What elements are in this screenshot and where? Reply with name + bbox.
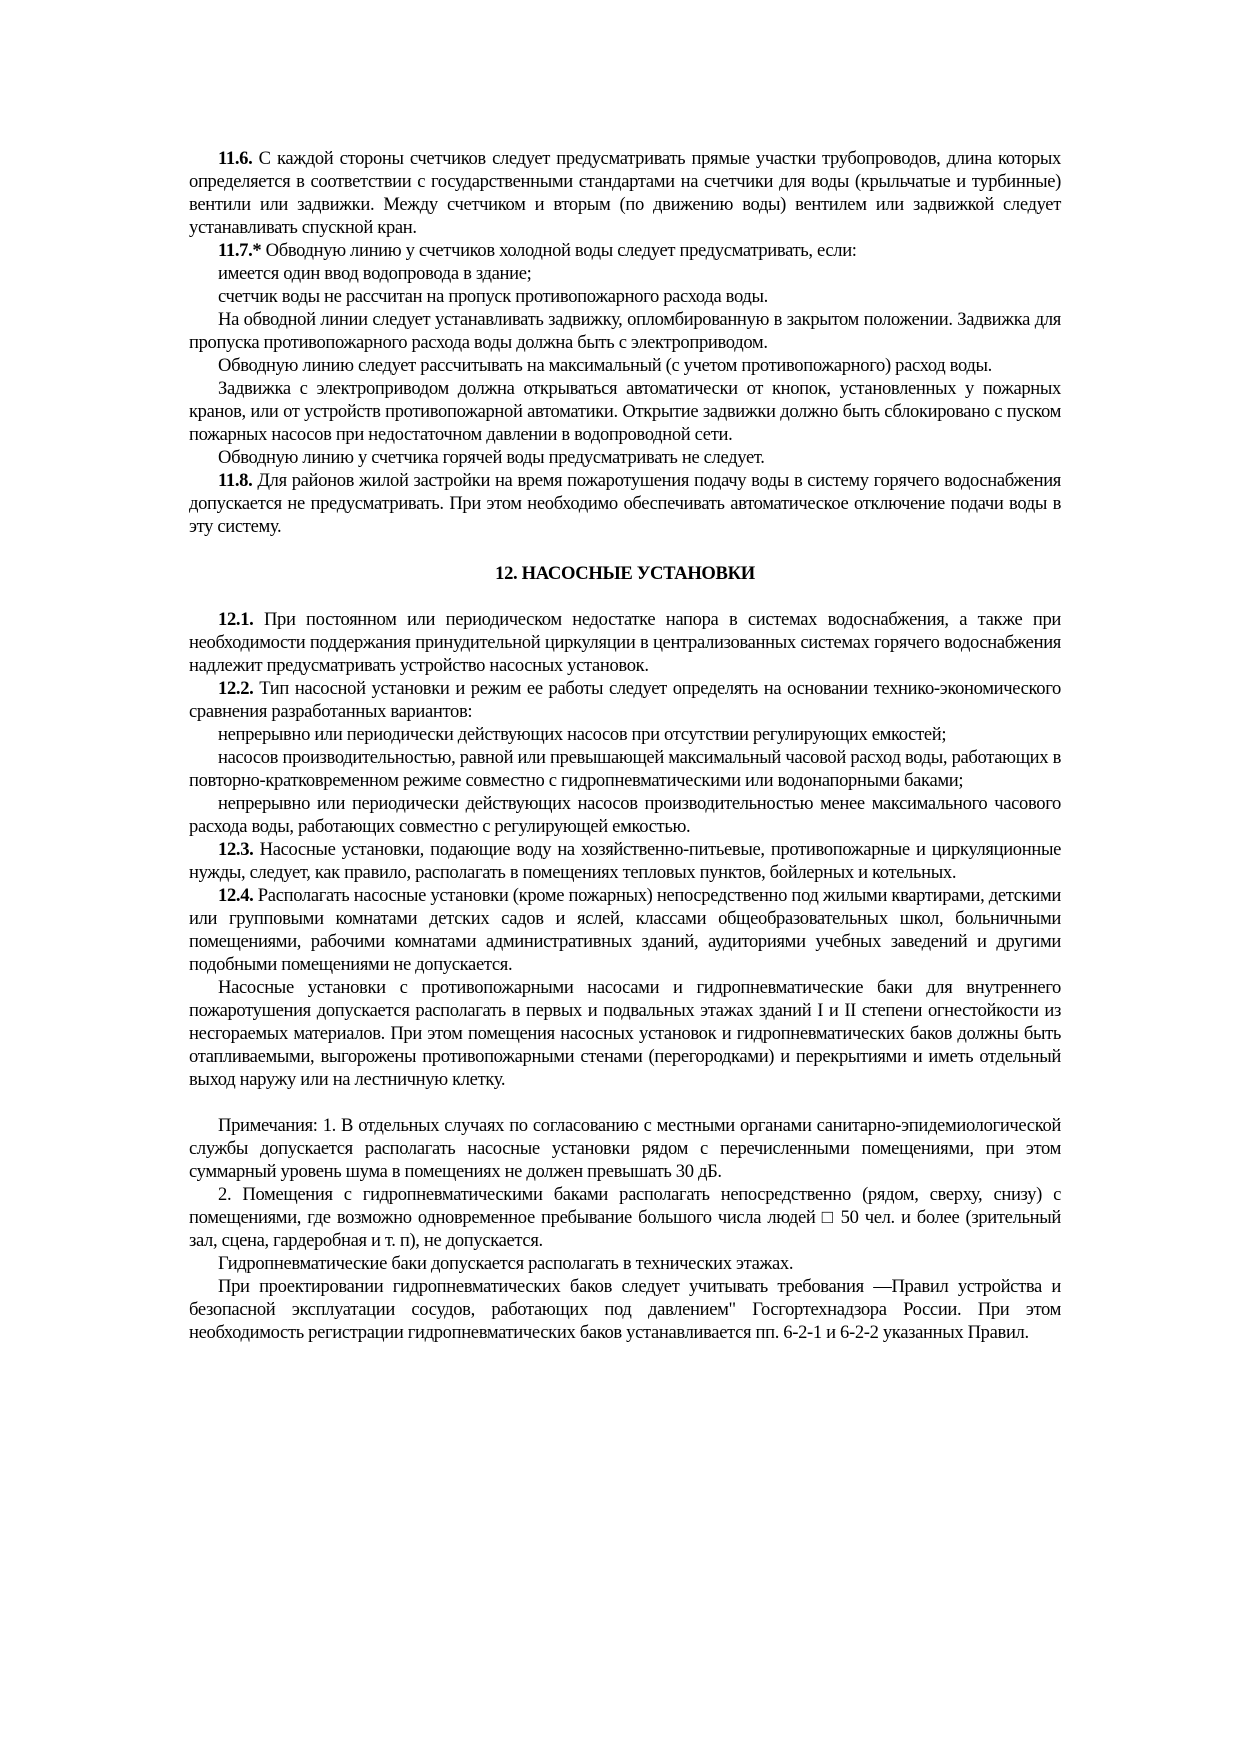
paragraph bbox=[189, 976, 1061, 1091]
paragraph-text: Для районов жилой застройки на время пожаротушения подачу воды в систему горячего водоснабжения допускается не предусматривать. При этом необходимо обеспечивать автоматическое отключение подачи воды в эту систему. bbox=[189, 470, 1061, 537]
paragraph-text: Располагать насосные установки (кроме пожарных) непосредственно под жилыми квартирами, детскими или групповыми комнатами детских садов и яслей, классами общеобразовательных школ, больничными помещениями, рабочими комнатами административных зданий, аудиториями учебных заведений и другими подобными помещениями не допускается. bbox=[189, 885, 1061, 975]
clause-number: 11.8. bbox=[218, 470, 253, 491]
paragraph bbox=[189, 377, 1061, 446]
paragraph-12-3 bbox=[189, 838, 1061, 884]
paragraph bbox=[189, 308, 1061, 354]
paragraph-text: С каждой стороны счетчиков следует предусматривать прямые участки трубопроводов, длина которых определяется в соответствии с государственными стандартами на счетчики для воды (крыльчатые и турбинные) вентили или задвижки. Между счетчиком и вторым (по движению воды) вентилем или задвижкой следует устанавливать спускной кран. bbox=[189, 148, 1061, 238]
clause-number: 12.1. bbox=[218, 609, 254, 630]
section-heading: 12. НАСОСНЫЕ УСТАНОВКИ bbox=[495, 563, 755, 584]
paragraph-text: Обводную линию у счетчиков холодной воды следует предусматривать, если: bbox=[261, 240, 857, 261]
note-paragraph: 2. Помещения с гидропневматическими баками располагать непосредственно (рядом, сверху, снизу) с помещениями, где возможно одновременное пребывание большого числа людей □ 50 чел. и более (зрительный зал, сцена, гардеробная и т. п), не допускается. bbox=[189, 1184, 1061, 1251]
paragraph-11-8 bbox=[189, 469, 1061, 538]
note-paragraph: Гидропневматические баки допускается располагать в технических этажах. bbox=[218, 1253, 794, 1274]
document-page bbox=[189, 147, 1061, 1344]
paragraph-text: Обводную линию у счетчика горячей воды предусматривать не следует. bbox=[218, 447, 765, 468]
clause-number: 12.4. bbox=[218, 885, 254, 906]
note-paragraph: Примечания: 1. В отдельных случаях по согласованию с местными органами санитарно-эпидемиологической службы допускается располагать насосные установки рядом с перечисленными помещениями, при этом суммарный уровень шума в помещениях не должен превышать 30 дБ. bbox=[189, 1115, 1061, 1182]
paragraph-list-item bbox=[189, 285, 1061, 308]
spacer bbox=[189, 1091, 1061, 1114]
clause-number: 12.2. bbox=[218, 678, 254, 699]
section-12-body bbox=[189, 608, 1061, 1091]
paragraph-text: Задвижка с электроприводом должна открываться автоматически от кнопок, установленных у пожарных кранов, или от устройств противопожарной автоматики. Открытие задвижки должно быть сблокировано с пуском пожарных насосов при недостаточном давлении в водопроводной сети. bbox=[189, 378, 1061, 445]
section-11-body bbox=[189, 147, 1061, 538]
paragraph bbox=[189, 446, 1061, 469]
clause-number: 11.7.* bbox=[218, 240, 262, 261]
paragraph-text: счетчик воды не рассчитан на пропуск противопожарного расхода воды. bbox=[218, 286, 768, 307]
paragraph-text: Обводную линию следует рассчитывать на максимальный (с учетом противопожарного) расход воды. bbox=[218, 355, 992, 376]
paragraph-list-item bbox=[189, 723, 1061, 746]
paragraph-text: имеется один ввод водопровода в здание; bbox=[218, 263, 532, 284]
paragraph-11-6 bbox=[189, 147, 1061, 239]
paragraph-text: Тип насосной установки и режим ее работы следует определять на основании технико-экономического сравнения разработанных вариантов: bbox=[189, 678, 1061, 722]
paragraph bbox=[189, 354, 1061, 377]
paragraph-text: Насосные установки с противопожарными насосами и гидропневматические баки для внутреннего пожаротушения допускается располагать в первых и подвальных этажах зданий I и II степени огнестойкости из несгораемых материалов. При этом помещения насосных установок и гидропневматических баков должны быть отапливаемыми, выгорожены противопожарными стенами (перегородками) и перекрытиями и иметь отдельный выход наружу или на лестничную клетку. bbox=[189, 977, 1061, 1090]
paragraph-text: непрерывно или периодически действующих насосов при отсутствии регулирующих емкостей; bbox=[218, 724, 947, 745]
paragraph-list-item bbox=[189, 792, 1061, 838]
paragraph-12-2 bbox=[189, 677, 1061, 723]
clause-number: 12.3. bbox=[218, 839, 254, 860]
notes-block bbox=[189, 1114, 1061, 1344]
paragraph-list-item bbox=[189, 262, 1061, 285]
paragraph-12-4 bbox=[189, 884, 1061, 976]
paragraph-text: непрерывно или периодически действующих насосов производительностью менее максимального часового расхода воды, работающих совместно с регулирующей емкостью. bbox=[189, 793, 1061, 837]
paragraph-list-item bbox=[189, 746, 1061, 792]
clause-number: 11.6. bbox=[218, 148, 253, 169]
paragraph-text: При постоянном или периодическом недостатке напора в системах водоснабжения, а также при необходимости поддержания принудительной циркуляции в централизованных системах горячего водоснабжения надлежит предусматривать устройство насосных установок. bbox=[189, 609, 1061, 676]
paragraph-11-7 bbox=[189, 239, 1061, 262]
paragraph-text: На обводной линии следует устанавливать задвижку, опломбированную в закрытом положении. Задвижка для пропуска противопожарного расхода воды должна быть с электроприводом. bbox=[189, 309, 1061, 353]
paragraph-text: Насосные установки, подающие воду на хозяйственно-питьевые, противопожарные и циркуляционные нужды, следует, как правило, располагать в помещениях тепловых пунктов, бойлерных и котельных. bbox=[189, 839, 1061, 883]
note-paragraph: При проектировании гидропневматических баков следует учитывать требования —Правил устройства и безопасной эксплуатации сосудов, работающих под давлением" Госгортехнадзора России. При этом необходимость регистрации гидропневматических баков устанавливается пп. 6-2-1 и 6-2-2 указанных Правил. bbox=[189, 1276, 1061, 1343]
paragraph-12-1 bbox=[189, 608, 1061, 677]
paragraph-text: насосов производительностью, равной или превышающей максимальный часовой расход воды, работающих в повторно-кратковременном режиме совместно с гидропневматическими или водонапорными баками; bbox=[189, 747, 1061, 791]
